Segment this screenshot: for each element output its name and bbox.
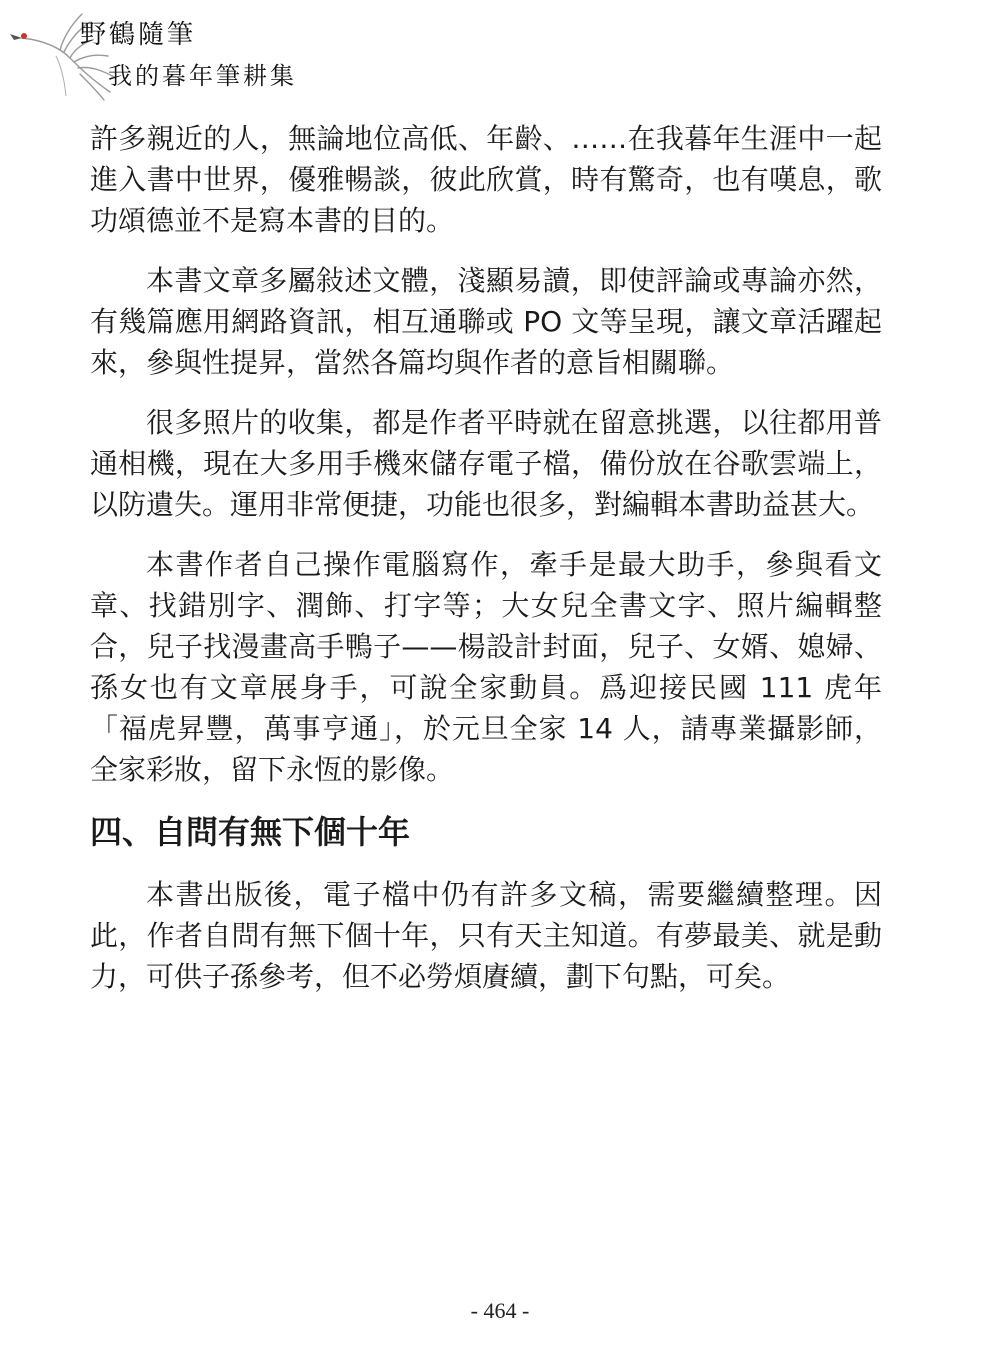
page-body: [90, 118, 882, 1016]
body-paragraph: 很多照片的收集，都是作者平時就在留意挑選，以往都用普通相機，現在大多用手機來儲存電子檔，備份放在谷歌雲端上，以防遺失。運用非常便捷，功能也很多，對編輯本書助益甚大。: [90, 406, 882, 521]
section-paragraph: 本書出版後，電子檔中仍有許多文稿，需要繼續整理。因此，作者自問有無下個十年，只有天主知道。有夢最美、就是動力，可供子孫參考，但不必勞煩賡續，劃下句點，可矣。: [90, 878, 882, 993]
page-number: - 464 -: [470, 1298, 530, 1323]
body-paragraph: 本書作者自己操作電腦寫作，牽手是最大助手，參與看文章、找錯別字、潤飾、打字等；大女兒全書文字、照片編輯整合，兒子找漫畫高手鴨子——楊設計封面，兒子、女婿、媳婦、孫女也有文章展身手，可說全家動員。爲迎接民國 111 虎年「福虎昇豐，萬事亨通」，於元旦全家 14 人，請專業攝影師，全家彩妝，留下永恆的影像。: [90, 548, 882, 786]
page-header: [0, 0, 340, 110]
section-heading: 四、自問有無下個十年: [90, 813, 411, 851]
body-paragraph: 本書文章多屬敍述文體，淺顯易讀，即使評論或專論亦然，有幾篇應用網路資訊，相互通聯或 PO 文等呈現，讓文章活躍起來，參與性提昇，當然各篇均與作者的意旨相關聯。: [90, 264, 882, 379]
book-subtitle: 我的暮年筆耕集: [108, 62, 297, 90]
body-paragraph: 許多親近的人，無論地位高低、年齡、……在我暮年生涯中一起進入書中世界，優雅暢談，彼此欣賞，時有驚奇，也有嘆息，歌功頌德並不是寫本書的目的。: [90, 122, 882, 237]
book-title: 野鶴隨筆: [80, 20, 197, 50]
